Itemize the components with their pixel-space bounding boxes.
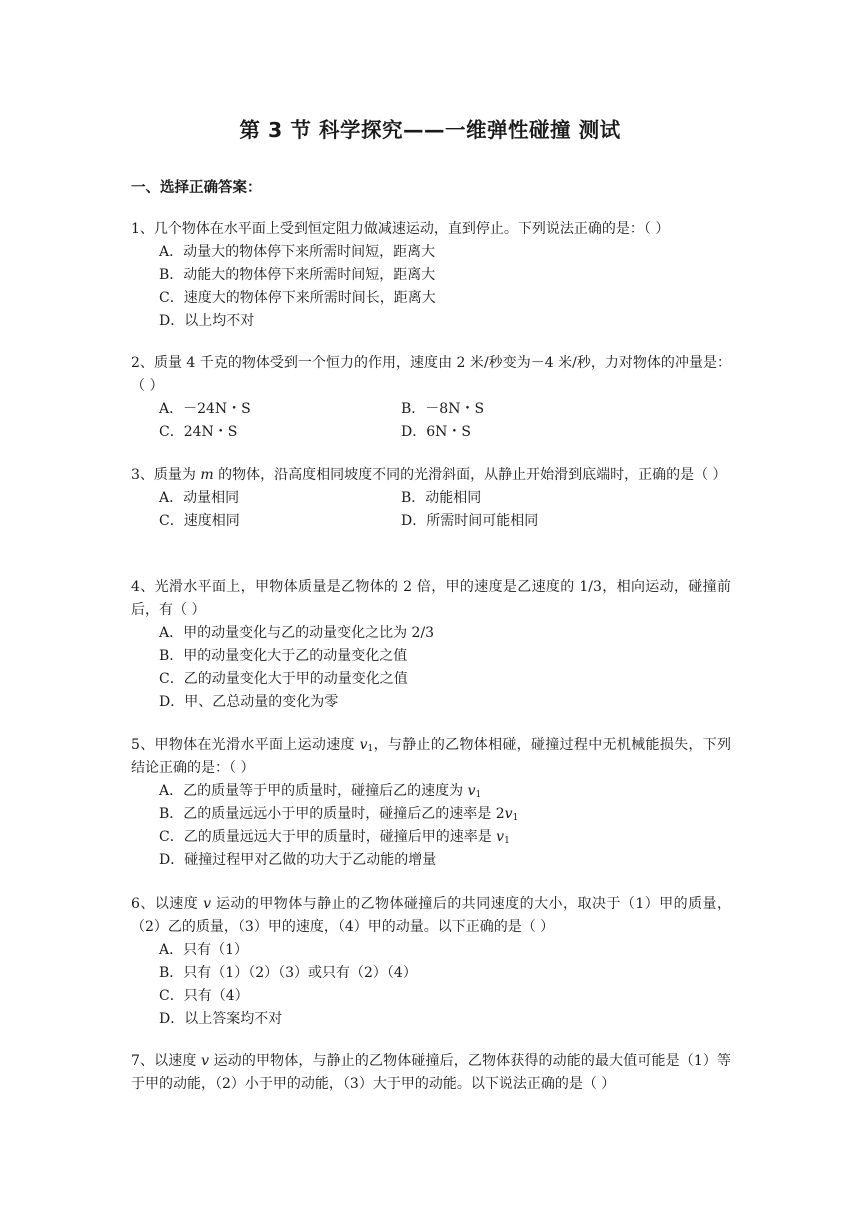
stem-text: 3、质量为 <box>131 467 201 483</box>
variable-v: v <box>359 737 368 753</box>
option-a: A．动量大的物体停下来所需时间短，距离大 <box>159 244 436 260</box>
subscript: 1 <box>512 813 519 823</box>
option-a <box>131 780 731 803</box>
stem-text: ，与静止的乙物体相碰，碰撞过程中无机械能损失，下列结论正确的是：（ ） <box>131 737 732 776</box>
option-c: C．速度相同 <box>159 513 240 529</box>
question-4 <box>131 576 731 714</box>
question-2 <box>131 352 731 444</box>
option-text: C．乙的质量远远大于甲的质量时，碰撞后甲的速率是 <box>159 829 497 845</box>
option-b <box>131 803 731 826</box>
option-c: C．速度大的物体停下来所需时间长，距离大 <box>159 290 436 306</box>
options-grid <box>131 487 731 533</box>
page-title: 第 3 节 科学探究——一维弹性碰撞 测试 <box>239 118 621 142</box>
subscript: 1 <box>504 836 510 846</box>
variable-v: v <box>504 806 513 822</box>
question-6 <box>131 893 731 1031</box>
option-d: D．以上均不对 <box>159 313 255 329</box>
variable-v: v <box>467 783 476 799</box>
option-c: C．乙的动量变化大于甲的动量变化之值 <box>159 671 408 687</box>
section-heading: 一、选择正确答案： <box>131 180 262 196</box>
question-stem <box>131 464 731 487</box>
option-d: D．甲、乙总动量的变化为零 <box>159 694 339 710</box>
option-c <box>131 826 731 849</box>
option-a: A．动量相同 <box>159 490 240 506</box>
option-b: B．只有（1）（2）（3）或只有（2）（4） <box>159 965 417 981</box>
variable-m: m <box>200 467 214 483</box>
option-b: B．动能相同 <box>401 490 482 506</box>
subscript: 1 <box>475 790 482 800</box>
variable-v: v <box>201 1053 210 1069</box>
question-stem: 2、质量 4 千克的物体受到一个恒力的作用，速度由 2 米/秒变为－4 米/秒，力对物体的冲量是：（ ） <box>131 355 731 394</box>
question-stem: 4、光滑水平面上，甲物体质量是乙物体的 2 倍，甲的速度是乙速度的 1/3，相向运动，碰撞前后，有（ ） <box>131 579 731 618</box>
option-text: A．乙的质量等于甲的质量时，碰撞后乙的速度为 <box>159 783 468 799</box>
question-stem <box>131 734 731 780</box>
stem-text: 7、以速度 <box>131 1053 202 1069</box>
option-c: C．只有（4） <box>159 988 249 1004</box>
question-1 <box>131 218 731 333</box>
question-3 <box>131 464 731 533</box>
stem-text: 运动的甲物体，与静止的乙物体碰撞后，乙物体获得的动能的最大值可能是（1）等于甲的动能，（2）小于甲的动能，（3）大于甲的动能。以下说法正确的是（ ） <box>131 1053 731 1092</box>
question-stem: 1、几个物体在水平面上受到恒定阻力做减速运动，直到停止。下列说法正确的是：（ ） <box>131 221 670 237</box>
option-d: D．碰撞过程甲对乙做的功大于乙动能的增量 <box>159 852 437 868</box>
option-text: B．乙的质量远远小于甲的质量时，碰撞后乙的速率是 2 <box>159 806 505 822</box>
stem-text: 5、甲物体在光滑水平面上运动速度 <box>131 737 360 753</box>
question-7 <box>131 1050 731 1096</box>
question-5 <box>131 734 731 872</box>
options-grid <box>131 398 731 444</box>
option-b: B．动能大的物体停下来所需时间短，距离大 <box>159 267 436 283</box>
question-stem <box>131 1050 731 1096</box>
option-d: D．6N・S <box>401 424 471 440</box>
variable-v: v <box>203 896 212 912</box>
option-a: A．只有（1） <box>159 942 249 958</box>
stem-text: 的物体，沿高度相同坡度不同的光滑斜面，从静止开始滑到底端时，正确的是（ ） <box>213 467 727 483</box>
stem-text: 6、以速度 <box>131 896 204 912</box>
subscript: 1 <box>367 744 374 754</box>
option-d: D．所需时间可能相同 <box>401 513 539 529</box>
option-b: B．－8N・S <box>401 401 485 417</box>
variable-v: v <box>496 829 505 845</box>
option-c: C．24N・S <box>159 424 238 440</box>
stem-text: 运动的甲物体与静止的乙物体碰撞后的共同速度的大小，取决于（1）甲的质量，（2）乙的质量，（3）甲的速度，（4）甲的动量。以下正确的是（ ） <box>131 896 731 935</box>
option-b: B．甲的动量变化大于乙的动量变化之值 <box>159 648 408 664</box>
option-d: D．以上答案均不对 <box>159 1011 283 1027</box>
option-a: A．－24N・S <box>159 401 251 417</box>
option-a: A．甲的动量变化与乙的动量变化之比为 2/3 <box>159 625 435 641</box>
question-stem <box>131 893 731 939</box>
